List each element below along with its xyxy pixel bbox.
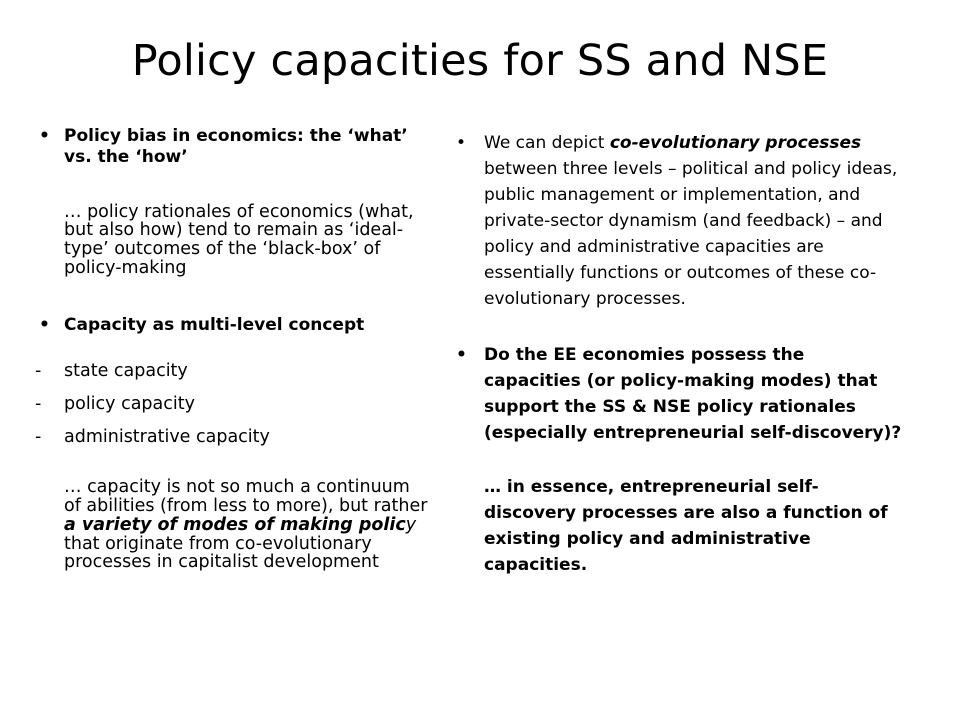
paragraph-policy-rationales: … policy rationales of economics (what, but also how) tend to remain as ‘ideal-type’ outcomes of the ‘black-box’ of policy-making (64, 201, 414, 278)
list-item-administrative-capacity: - administrative capacity (64, 421, 428, 454)
paragraph-capacity-text-1: … capacity is not so much a continuum of abilities (from less to more), but rather (64, 477, 428, 517)
list-item-policy-capacity: - policy capacity (64, 388, 428, 421)
left-column (64, 126, 428, 572)
bullet-co-evolutionary-emphasis: co-evolutionary processes (609, 133, 862, 153)
bullet-capacity-concept: • Capacity as multi-level concept (64, 315, 428, 336)
bullet-co-evolutionary-text-1: We can depict (484, 133, 610, 153)
right-column (484, 130, 904, 578)
paragraph-capacity-emphasis: a variety of modes of making polic (64, 514, 406, 535)
bullet-co-evolutionary (484, 130, 904, 312)
list-item-state-capacity: - state capacity (64, 355, 428, 388)
paragraph-capacity-continuum (64, 478, 428, 572)
paragraph-capacity-italic-y: y (405, 514, 417, 535)
bullet-ee-economies: • Do the EE economies possess the capacities (or policy-making modes) that support the SS & NSE policy rationales (especially entrepreneurial self-discovery)? (484, 342, 904, 446)
bullet-policy-bias: • Policy bias in economics: the ‘what’ vs. the ‘how’ (64, 126, 428, 169)
capacity-list (64, 355, 428, 455)
slide-title: Policy capacities for SS and NSE (131, 36, 829, 86)
bullet-co-evolutionary-text-2: between three levels – political and policy ideas, public management or implementation, and private-sector dynamism (and feedback) – and policy and administrative capacities are essentially functions or outcomes of these co-evolutionary processes. (484, 159, 898, 309)
paragraph-capacity-text-2: that originate from co-evolutionary processes in capitalist development (64, 533, 379, 573)
paragraph-in-essence: … in essence, entrepreneurial self-discovery processes are also a function of existing policy and administrative capacities. (484, 477, 888, 575)
